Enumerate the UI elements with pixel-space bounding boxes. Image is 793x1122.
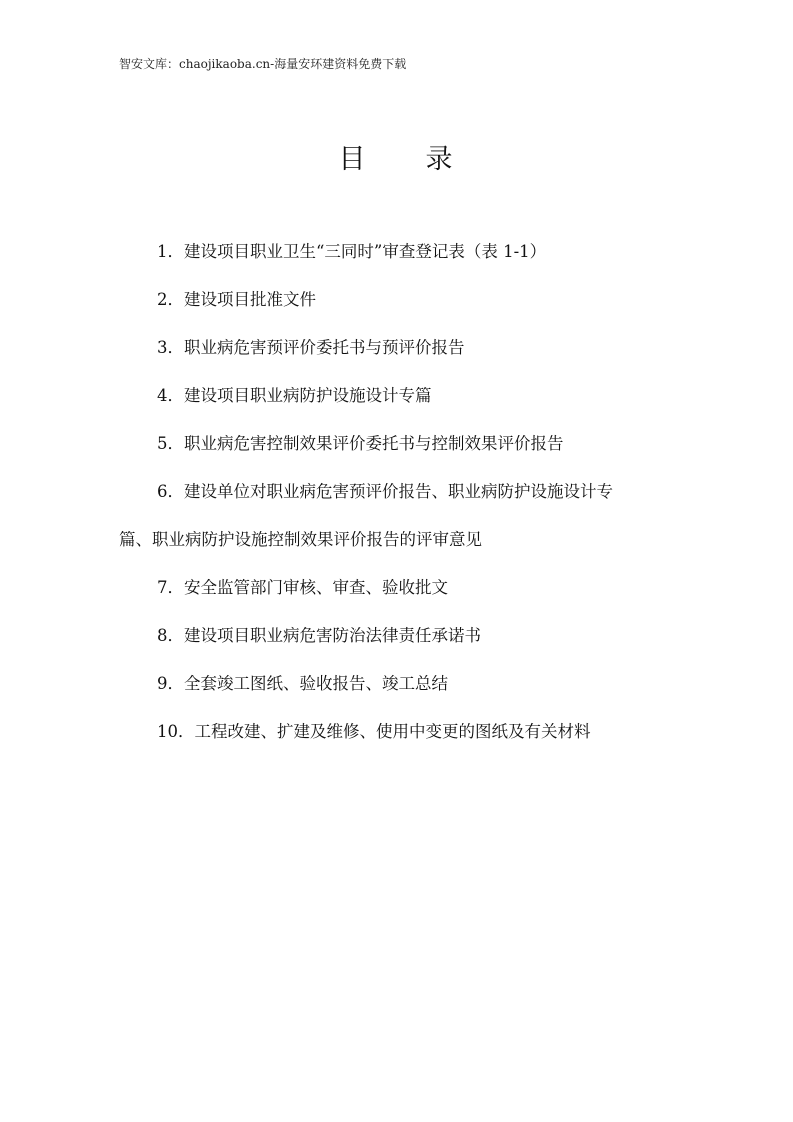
toc-item-9: 9．全套竣工图纸、验收报告、竣工总结 <box>157 674 448 693</box>
toc-item-6-line-1: 6．建设单位对职业病危害预评价报告、职业病防护设施设计专 <box>157 482 613 501</box>
toc-item-8: 8．建设项目职业病危害防治法律责任承诺书 <box>157 626 481 645</box>
toc-item-3: 3．职业病危害预评价委托书与预评价报告 <box>157 338 465 357</box>
toc-item-2: 2．建设项目批准文件 <box>157 290 316 309</box>
page-header: 智安文库：chaojikaoba.cn-海量安环建资料免费下载 <box>119 57 407 71</box>
toc-item-10: 10．工程改建、扩建及维修、使用中变更的图纸及有关材料 <box>157 722 591 741</box>
toc-item-5: 5．职业病危害控制效果评价委托书与控制效果评价报告 <box>157 434 564 453</box>
toc-item-1: 1．建设项目职业卫生“三同时”审查登记表（表 1-1） <box>157 242 547 261</box>
toc-item-4: 4．建设项目职业病防护设施设计专篇 <box>157 386 432 405</box>
toc-item-7: 7．安全监管部门审核、审查、验收批文 <box>157 578 448 597</box>
table-of-contents <box>119 240 679 768</box>
toc-item-6 <box>119 480 679 552</box>
toc-item-6-line-2: 篇、职业病防护设施控制效果评价报告的评审意见 <box>119 530 482 549</box>
page-title: 目 录 <box>338 144 455 175</box>
